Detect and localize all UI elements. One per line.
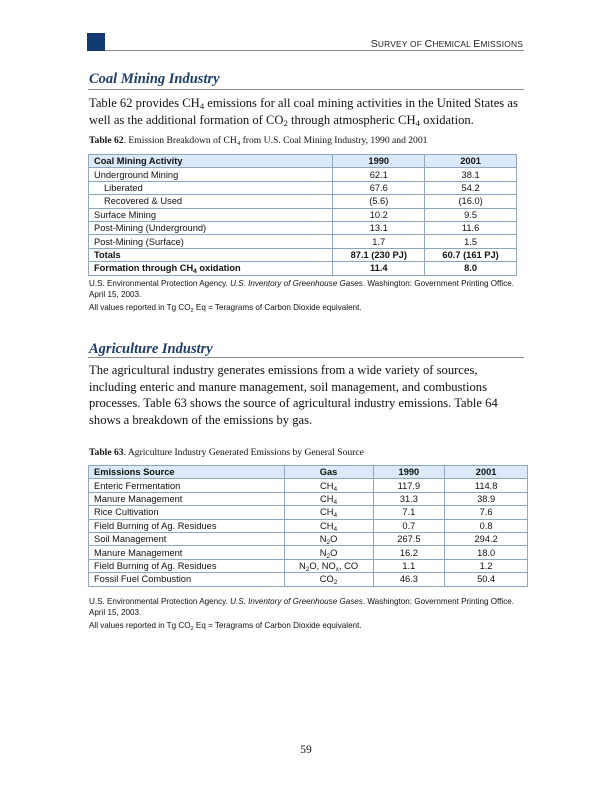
- table-row: [89, 195, 517, 208]
- cell-1990: 10.2: [333, 208, 425, 221]
- column-header: Gas: [284, 466, 373, 479]
- cell-2001: 294.2: [445, 532, 528, 545]
- column-header: Coal Mining Activity: [89, 155, 333, 168]
- table-63-source-citation: U.S. Environmental Protection Agency. U.S. Inventory of Greenhouse Gases. Washington: Government Printing Office. April 15, 2003.: [89, 597, 514, 617]
- cell-1990: 11.4: [333, 262, 425, 275]
- cell-1990: 62.1: [333, 168, 425, 181]
- agriculture-intro-paragraph: The agricultural industry generates emissions from a wide variety of sources, including enteric and manure management, soil management, and combustions processes. Table 63 shows the source of agricultural industry emissions. Table 64 shows a breakdown of the emissions by gas.: [89, 363, 498, 427]
- table-row: [89, 573, 528, 586]
- table-62-caption: Table 62. Emission Breakdown of $CH_4$ from U.S. Coal Mining Industry, 1990 and 2001: [89, 135, 428, 147]
- cell-1990: 87.1 (230 PJ): [333, 248, 425, 261]
- table-63-agriculture: [88, 465, 528, 587]
- cell-gas: $N_2O$: [284, 546, 373, 559]
- cell-activity: Surface Mining: [89, 208, 333, 221]
- table-62-units-note: All values reported in Tg $CO_2$ Eq = Teragrams of Carbon Dioxide equivalent.: [89, 303, 362, 314]
- table-header-row: [89, 155, 517, 168]
- cell-activity: Post-Mining (Surface): [89, 235, 333, 248]
- cell-activity: Totals: [89, 248, 333, 261]
- cell-source: Field Burning of Ag. Residues: [89, 559, 285, 572]
- cell-1990: 0.7: [373, 519, 445, 532]
- cell-1990: 1.7: [333, 235, 425, 248]
- column-header: 2001: [425, 155, 517, 168]
- cell-1990: 7.1: [373, 506, 445, 519]
- section-title-agriculture: Agriculture Industry: [89, 341, 213, 357]
- table-63-units-note: All values reported in Tg $CO_2$ Eq = Teragrams of Carbon Dioxide equivalent.: [89, 621, 362, 632]
- cell-2001: 60.7 (161 PJ): [425, 248, 517, 261]
- cell-2001: (16.0): [425, 195, 517, 208]
- cell-1990: 46.3: [373, 573, 445, 586]
- cell-2001: 8.0: [425, 262, 517, 275]
- cell-2001: 0.8: [445, 519, 528, 532]
- cell-source: Soil Management: [89, 532, 285, 545]
- table-row: [89, 181, 517, 194]
- cell-2001: 1.2: [445, 559, 528, 572]
- column-header: 2001: [445, 466, 528, 479]
- cell-1990: 117.9: [373, 479, 445, 492]
- cell-activity: Formation through $CH_4$ oxidation: [89, 262, 333, 275]
- running-header-title: SURVEY OF CHEMICAL EMISSIONS: [370, 38, 523, 50]
- cell-2001: 50.4: [445, 573, 528, 586]
- table-row: [89, 532, 528, 545]
- cell-source: Manure Management: [89, 546, 285, 559]
- section-rule: [88, 89, 524, 90]
- section-title-coal-mining: Coal Mining Industry: [89, 71, 220, 87]
- table-row: [89, 519, 528, 532]
- table-row: [89, 221, 517, 234]
- cell-gas: $N_2O$, $NO_x$, CO: [284, 559, 373, 572]
- table-row: [89, 559, 528, 572]
- table-row: [89, 479, 528, 492]
- page-number: 59: [300, 744, 312, 756]
- table-row: [89, 235, 517, 248]
- table-header-row: [89, 466, 528, 479]
- cell-source: Fossil Fuel Combustion: [89, 573, 285, 586]
- table-63-caption: Table 63. Agriculture Industry Generated Emissions by General Source: [89, 447, 364, 458]
- table-62-coal-mining: [88, 154, 517, 276]
- cell-1990: 31.3: [373, 492, 445, 505]
- cell-2001: 18.0: [445, 546, 528, 559]
- cell-2001: 114.8: [445, 479, 528, 492]
- header-logo-square: [87, 33, 105, 51]
- table-row-oxidation: [89, 262, 517, 275]
- cell-2001: 38.1: [425, 168, 517, 181]
- cell-source: Enteric Fermentation: [89, 479, 285, 492]
- cell-source: Manure Management: [89, 492, 285, 505]
- cell-2001: 1.5: [425, 235, 517, 248]
- header-rule: [105, 50, 524, 51]
- cell-1990: 267.5: [373, 532, 445, 545]
- cell-gas: $CH_4$: [284, 479, 373, 492]
- cell-activity: Liberated: [89, 181, 333, 194]
- table-row: [89, 208, 517, 221]
- cell-2001: 54.2: [425, 181, 517, 194]
- cell-gas: $CH_4$: [284, 519, 373, 532]
- column-header: Emissions Source: [89, 466, 285, 479]
- section-rule: [88, 357, 524, 358]
- cell-source: Rice Cultivation: [89, 506, 285, 519]
- cell-1990: 1.1: [373, 559, 445, 572]
- cell-gas: $CO_2$: [284, 573, 373, 586]
- table-62-source-citation: U.S. Environmental Protection Agency. U.S. Inventory of Greenhouse Gases. Washington: Government Printing Office. April 15, 2003.: [89, 279, 514, 299]
- table-row: [89, 506, 528, 519]
- cell-2001: 11.6: [425, 221, 517, 234]
- table-row: [89, 546, 528, 559]
- table-row-totals: [89, 248, 517, 261]
- cell-1990: 16.2: [373, 546, 445, 559]
- column-header: 1990: [333, 155, 425, 168]
- cell-1990: 67.6: [333, 181, 425, 194]
- cell-1990: (5.6): [333, 195, 425, 208]
- cell-gas: $N_2O$: [284, 532, 373, 545]
- column-header: 1990: [373, 466, 445, 479]
- table-row: [89, 168, 517, 181]
- cell-activity: Recovered & Used: [89, 195, 333, 208]
- coal-intro-paragraph: Table 62 provides $CH_4$ emissions for all coal mining activities in the United States as well as the additional formation of $CO_2$ through atmospheric $CH_4$ oxidation.: [89, 96, 518, 128]
- cell-source: Field Burning of Ag. Residues: [89, 519, 285, 532]
- cell-2001: 38.9: [445, 492, 528, 505]
- cell-activity: Underground Mining: [89, 168, 333, 181]
- table-row: [89, 492, 528, 505]
- cell-gas: $CH_4$: [284, 492, 373, 505]
- cell-activity: Post-Mining (Underground): [89, 221, 333, 234]
- cell-gas: $CH_4$: [284, 506, 373, 519]
- cell-1990: 13.1: [333, 221, 425, 234]
- cell-2001: 9.5: [425, 208, 517, 221]
- cell-2001: 7.6: [445, 506, 528, 519]
